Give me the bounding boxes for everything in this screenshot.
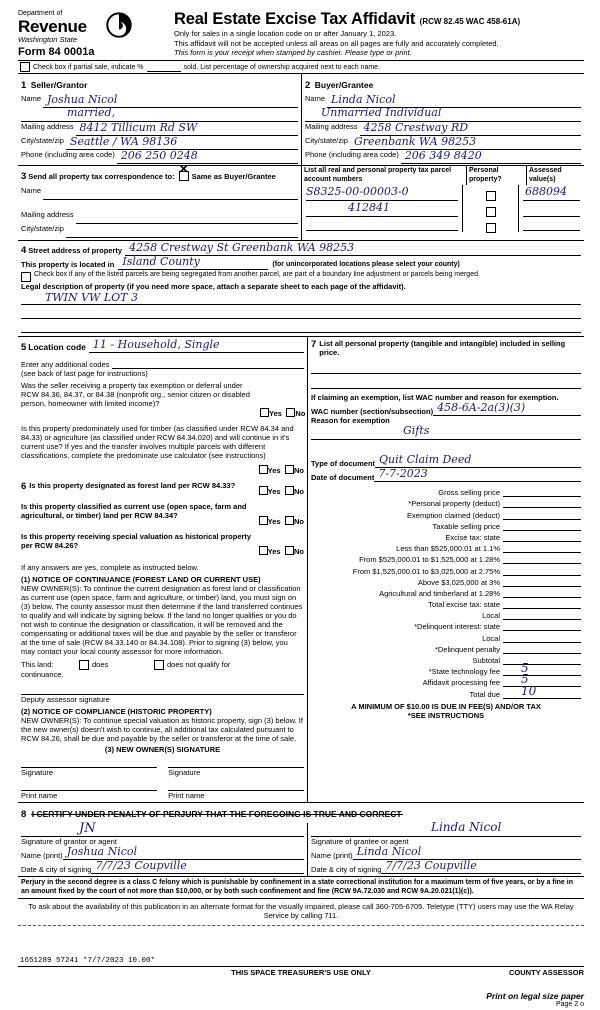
personal-property-input-1[interactable] <box>311 359 581 374</box>
county-assessor-label: COUNTY ASSESSOR <box>509 968 585 977</box>
corr-mailing-input[interactable] <box>76 210 298 224</box>
grantor-name-input[interactable]: Joshua Nicol <box>63 846 304 860</box>
amount-label: *Delinquent penalty <box>434 644 500 654</box>
document-type-input[interactable]: Quit Claim Deed <box>375 454 581 468</box>
continuance-word: continuance. <box>21 670 64 679</box>
s6q1-yes-checkbox[interactable] <box>259 486 268 495</box>
personal-property-checkbox-3[interactable] <box>486 223 496 233</box>
accessibility-notice: To ask about the availability of this publication in an alternate format for the visually impaired, please call 360-705-6705. Teletype (TTY) users may use the WA Relay Service by calling 711. <box>28 902 574 920</box>
section-3 <box>18 162 584 241</box>
amount-label: Subtotal <box>472 656 500 665</box>
parcel-block <box>302 166 584 240</box>
amount-label: Total due <box>469 689 500 699</box>
amount-input[interactable] <box>503 508 581 520</box>
grantor-date-label: Date & city of signing <box>21 865 92 874</box>
forest-land-question: Is this property designated as forest land per RCW 84.33? <box>29 481 236 490</box>
wac-number-input[interactable]: 458-6A-2a(3)(3) <box>433 402 581 416</box>
amount-label: *Personal property (deduct) <box>408 499 500 509</box>
amount-label: From $525,000.01 to $1,525,000 at 1.28% <box>359 555 500 565</box>
header-sub3: This form is your receipt when stamped by cashier. Please type or print. <box>174 48 412 57</box>
amount-label: Taxable selling price <box>432 521 500 531</box>
s6q1-no-checkbox[interactable] <box>285 486 294 495</box>
new-owner-signature-label-2: Signature <box>168 768 201 777</box>
q1-no-label: No <box>295 409 306 418</box>
grantee-name-input[interactable]: Linda Nicol <box>353 846 581 860</box>
timber-question: Is this property predominately used for timber (as classified under RCW 84.34 and 84.33) or agriculture (as classified under RCW 84.34.020) and will continue in it's current use? If yes and the transfer involves multiple parcels with different classifications, complete the predominate use calculator (see instructions) <box>21 424 294 460</box>
new-owner-signature-title: (3) NEW OWNER(S) SIGNATURE <box>104 745 221 754</box>
section8-number: 8 <box>21 809 27 820</box>
amount-label: Gross selling price <box>438 488 500 498</box>
treasurer-area <box>18 926 584 966</box>
corr-city-label: City/state/zip <box>21 224 64 233</box>
q2-yes-label: Yes <box>267 466 281 475</box>
grantor-signature-value[interactable]: JN <box>79 821 96 836</box>
reason-exemption-label: Reason for exemption <box>311 416 390 425</box>
parcel-numbers-header: List all real and personal property tax parcel account numbers <box>302 166 467 185</box>
located-in-input[interactable]: Island County <box>118 256 268 270</box>
revenue-logo-icon <box>106 12 132 38</box>
amount-label: Local <box>482 633 500 643</box>
grantee-signature-value[interactable]: Linda Nicol <box>431 820 502 834</box>
seller-heading: Seller/Grantor <box>30 80 88 90</box>
seller-phone-label: Phone (including area code) <box>21 150 115 159</box>
location-code-input[interactable]: 11 - Household, Single <box>89 339 304 353</box>
section6-number: 6 <box>21 481 27 492</box>
form-citation: (RCW 82.45 WAC 458-61A) <box>419 17 521 26</box>
corr-name-input[interactable] <box>43 186 298 200</box>
does-qualify-checkbox[interactable] <box>79 660 89 670</box>
amount-input[interactable] <box>503 653 581 665</box>
agency-block <box>18 10 168 58</box>
amount-label: Excise tax: state <box>445 532 500 542</box>
partial-sale-label: Check box if partial sale, indicate % <box>33 63 144 71</box>
new-owner-signature-label-1: Signature <box>21 768 54 777</box>
amount-input[interactable] <box>503 575 581 587</box>
personal-property-checkbox-2[interactable] <box>486 207 496 217</box>
print-note: Print on legal size paper <box>486 991 584 1001</box>
buyer-block <box>302 74 584 165</box>
title-block <box>168 10 584 58</box>
seller-number: 1 <box>21 80 27 91</box>
s6q2-no-checkbox[interactable] <box>285 516 294 525</box>
seller-name-input[interactable]: Joshua Nicol <box>43 94 298 108</box>
revenue-label: Revenue <box>18 17 87 36</box>
personal-property-header: Personal property? <box>467 166 527 185</box>
document-type-label: Type of document <box>311 459 376 468</box>
amount-label: Total excise tax: state <box>428 600 500 610</box>
corr-name-label: Name <box>21 186 42 195</box>
buyer-phone-input[interactable]: 206 349 8420 <box>401 150 581 164</box>
seller-mailing-input[interactable]: 8412 Tillicum Rd SW <box>76 122 298 136</box>
buyer-phone-label: Phone (including area code) <box>305 150 399 159</box>
section3-heading: Send all property tax correspondence to: <box>28 171 175 181</box>
right-column <box>308 337 584 802</box>
amount-input[interactable] <box>503 496 581 508</box>
section7-number: 7 <box>311 339 317 350</box>
s6q2-no-label: No <box>294 517 304 526</box>
s6q3-no-label: No <box>294 547 304 556</box>
s6q3-yes-label: Yes <box>267 547 281 556</box>
treasurer-use-label: THIS SPACE TREASURER'S USE ONLY <box>231 968 371 977</box>
q2-no-label: No <box>294 466 304 475</box>
s6q1-yes-label: Yes <box>267 487 281 496</box>
form-header <box>18 10 584 61</box>
located-in-label: This property is located in <box>21 260 115 269</box>
buyer-name-input-2[interactable]: Unmarried Individual <box>305 108 581 122</box>
see-instructions-note: *SEE INSTRUCTIONS <box>407 710 485 720</box>
continuance-title: (1) NOTICE OF CONTINUANCE (FOREST LAND OR CURRENT USE) <box>21 575 261 584</box>
new-owner-printname-label-2: Print name <box>168 791 205 800</box>
section3-number: 3 <box>21 170 27 182</box>
exemption-claim-label: If claiming an exemption, list WAC number and reason for exemption. <box>311 393 559 402</box>
located-in-note: (for unincorporated locations please select your county) <box>272 260 460 268</box>
section-8 <box>18 803 584 877</box>
seller-name-input-2[interactable]: married, <box>21 108 298 122</box>
legal-description-label: Legal description of property (if you need more space, attach a separate sheet to each page of the affidavit). <box>21 282 406 291</box>
exemption-question: Was the seller receiving a property tax exemption or deferral under RCW 84.36, 84.37, or 84.38 (nonprofit org., senior citizen or disabled person, homeowner with limited income)? <box>21 381 250 408</box>
grantee-date-label: Date & city of signing <box>311 865 382 874</box>
q2-no-checkbox[interactable] <box>285 465 294 474</box>
amount-label: Local <box>482 611 500 621</box>
treasurer-footer <box>18 966 584 977</box>
header-sub2: This affidavit will not be accepted unless all areas on all pages are fully and accurately completed. <box>174 38 499 48</box>
assessed-value-header: Assessed value(s) <box>529 167 562 183</box>
additional-codes-input[interactable] <box>112 355 304 369</box>
seller-name-label: Name <box>21 94 42 103</box>
amount-input[interactable] <box>503 519 581 531</box>
certify-heading: I CERTIFY UNDER PENALTY OF PERJURY THAT THE FOREGOING IS TRUE AND CORRECT <box>31 809 402 819</box>
q1-yes-label: Yes <box>269 409 282 418</box>
amount-table <box>311 486 581 699</box>
s6q3-no-checkbox[interactable] <box>285 546 294 555</box>
personal-property-list-label: List all personal property (tangible and intangible) included in selling price. <box>319 339 566 357</box>
if-any-yes-note: If any answers are yes, complete as instructed below. <box>21 563 199 572</box>
amount-input[interactable] <box>503 586 581 598</box>
left-column <box>18 337 308 802</box>
amount-label: Affidavit processing fee <box>422 678 500 688</box>
seller-mailing-label: Mailing address <box>21 122 74 131</box>
buyer-mailing-input[interactable]: 4258 Crestway RD <box>360 122 581 136</box>
buyer-city-label: City/state/zip <box>305 136 348 145</box>
grantor-signature-label: Signature of grantor or agent <box>21 837 117 846</box>
corr-mailing-label: Mailing address <box>21 210 74 219</box>
form-number: Form 84 0001a <box>18 46 95 58</box>
grantor-sign-block <box>18 823 308 876</box>
buyer-name-label: Name <box>305 94 326 103</box>
current-use-question: Is this property classified as current use (open space, farm and agricultural, or timber) land per RCW 84.34? <box>21 502 247 520</box>
street-address-label: Street address of property <box>28 246 123 255</box>
wac-number-label: WAC number (section/subsection) <box>311 407 434 416</box>
amount-input[interactable] <box>503 530 581 542</box>
s6q2-yes-label: Yes <box>267 517 281 526</box>
seller-city-input[interactable]: Seattle / WA 98136 <box>66 136 298 150</box>
partial-sale-checkbox[interactable] <box>20 62 30 72</box>
additional-codes-label: Enter any additional codes <box>21 360 110 369</box>
amount-input[interactable] <box>503 541 581 553</box>
parcel-number-1[interactable]: S8325-00-00003-0 <box>306 185 409 198</box>
amount-label: Above $3,025,000 at 3% <box>417 577 500 587</box>
deputy-assessor-signature-label: Deputy assessor signature <box>21 695 110 704</box>
segregation-checkbox[interactable] <box>21 272 31 282</box>
s6q1-no-label: No <box>294 487 304 496</box>
personal-property-input-2[interactable] <box>311 374 581 389</box>
deputy-assessor-signature-input[interactable] <box>21 683 304 695</box>
corr-city-input[interactable] <box>66 224 298 238</box>
buyer-number: 2 <box>305 80 311 91</box>
buyer-heading: Buyer/Grantee <box>314 80 374 90</box>
parcel-number-2[interactable]: 412841 <box>348 201 390 214</box>
amount-input[interactable]: 10 <box>503 687 581 699</box>
seller-block <box>18 74 302 165</box>
grantee-signature-label: Signature of grantee or agent <box>311 837 409 846</box>
form-title: Real Estate Excise Tax Affidavit <box>174 10 416 28</box>
amount-input[interactable] <box>503 552 581 564</box>
new-owner-printname-label-1: Print name <box>21 791 58 800</box>
grantee-date-input[interactable]: 7/7/23 Coupville <box>381 860 581 874</box>
amount-label: Agricultural and timberland at 1.28% <box>379 588 500 598</box>
same-as-buyer-label: Same as Buyer/Grantee <box>191 171 276 181</box>
document-date-input[interactable]: 7-7-2023 <box>374 468 581 482</box>
perjury-notice: Perjury in the second degree is a class C felony which is punishable by confinement in a state correctional institution for a maximum term of five years, or by a fine in an amount fixed by the court of not more than $10,000, or by both such confinement and fine (RCW 9A.72.030 and RCW 9A.20.021(1)(c)). <box>18 877 584 899</box>
document-date-label: Date of document <box>311 473 375 482</box>
location-code-label: Location code <box>28 342 86 352</box>
s6q3-yes-checkbox[interactable] <box>259 546 268 555</box>
amount-input[interactable]: 5 <box>503 675 581 687</box>
header-sub1: Only for sales in a single location code on or after January 1, 2023. <box>174 29 397 38</box>
assessed-value-1[interactable]: 688094 <box>525 185 567 198</box>
affidavit-body <box>18 10 584 1010</box>
historic-question: Is this property receiving special valuation as historical property per RCW 84.26? <box>21 532 252 550</box>
amount-input[interactable] <box>503 608 581 620</box>
additional-codes-note: (see back of last page for instructions) <box>21 369 148 378</box>
department-label: Department of <box>18 10 63 17</box>
does-not-qualify-checkbox[interactable] <box>154 660 164 670</box>
amount-label: *State technology fee <box>428 667 500 677</box>
compliance-body: NEW OWNER(S): To continue special valuation as historic property, sign (3) below. If the new owner(s) doesn't wish to continue, all additional tax calculated pursuant to RCW 84.26, shall be due and payable by the seller or transferor at the time of sale. <box>21 716 303 743</box>
grantor-date-input[interactable]: 7/7/23 Coupville <box>91 860 304 874</box>
grantor-name-label: Name (print) <box>21 851 63 860</box>
tax-correspondence-block <box>18 162 302 240</box>
segregation-label: Check box if any of the listed parcels are being segregated from another parcel, are part of a boundary line adjustment or parcels being merged. <box>34 271 480 278</box>
seller-phone-input[interactable]: 206 250 0248 <box>117 150 298 164</box>
amount-input[interactable] <box>503 564 581 576</box>
compliance-title: (2) NOTICE OF COMPLIANCE (HISTORIC PROPERTY) <box>21 707 212 716</box>
print-footer <box>18 991 584 1010</box>
s6q2-yes-checkbox[interactable] <box>259 516 268 525</box>
amount-input[interactable] <box>503 642 581 654</box>
buyer-city-input[interactable]: Greenbank WA 98253 <box>350 136 581 150</box>
partial-sale-row <box>18 61 584 74</box>
grantee-sign-block <box>308 820 584 876</box>
amount-input[interactable] <box>503 597 581 609</box>
section4-number: 4 <box>21 245 27 256</box>
state-label: Washington State <box>18 35 78 44</box>
amount-label: Exemption claimed (deduct) <box>407 510 500 520</box>
grantee-name-label: Name (print) <box>311 851 353 860</box>
section5-number: 5 <box>21 342 27 353</box>
page-number: Page 2 o <box>555 1001 584 1008</box>
amount-input[interactable] <box>503 485 581 497</box>
legal-description-value[interactable]: TWIN VW LOT 3 <box>45 291 139 304</box>
partial-pct-input[interactable] <box>147 63 181 72</box>
this-land-label: This land: <box>21 660 54 669</box>
amount-input[interactable]: 5 <box>503 664 581 676</box>
parties-section <box>18 74 584 166</box>
buyer-mailing-label: Mailing address <box>305 122 358 131</box>
amount-label: *Delinquent interest: state <box>414 622 500 632</box>
section-4 <box>18 241 584 337</box>
seller-city-label: City/state/zip <box>21 136 64 145</box>
street-address-input[interactable]: 4258 Crestway St Greenbank WA 98253 <box>125 242 581 256</box>
amount-label: From $1,525,000.01 to $3,025,000 at 2.75% <box>352 566 500 576</box>
amount-input[interactable] <box>503 631 581 643</box>
treasurer-stamp: 1651289 57241 *7/7/2023 10.00* <box>20 957 156 965</box>
continuance-body: NEW OWNER(S): To continue the current designation as forest land or classification as current use (open space, farm and agriculture, or timber) land, you must sign on (3) below. The county assessor must then determine if the land transferred continues to qualify and will indicate by signing below. If the land no longer qualifies or you do not wish to continue the designation or classification, it will be removed and the compensating or additional taxes will be due and payable by the seller or transferor at the time of sale (RCW 84.33.140 or 84.34.108). Prior to signing (3) below, you may contact your local county assessor for more information. <box>21 584 303 656</box>
buyer-name-input[interactable]: Linda Nicol <box>327 94 581 108</box>
minimum-due-note: A MINIMUM OF $10.00 IS DUE IN FEE(S) AND/OR TAX <box>351 701 541 711</box>
q1-yes-checkbox[interactable] <box>260 408 269 417</box>
does-not-label: does not qualify for <box>167 660 231 669</box>
sections-5-6-7 <box>18 337 584 803</box>
q2-yes-checkbox[interactable] <box>259 465 268 474</box>
same-as-buyer-check-mark: ✕ <box>178 162 189 176</box>
reason-exemption-input[interactable]: Gifts <box>311 425 581 440</box>
partial-sale-note: sold. List percentage of ownership acquired next to each name. <box>183 63 381 71</box>
amount-input[interactable] <box>503 619 581 631</box>
does-label: does <box>92 660 109 669</box>
amount-label: Less than $525,000.01 at 1.1% <box>396 544 500 554</box>
personal-property-checkbox-1[interactable] <box>486 191 496 201</box>
